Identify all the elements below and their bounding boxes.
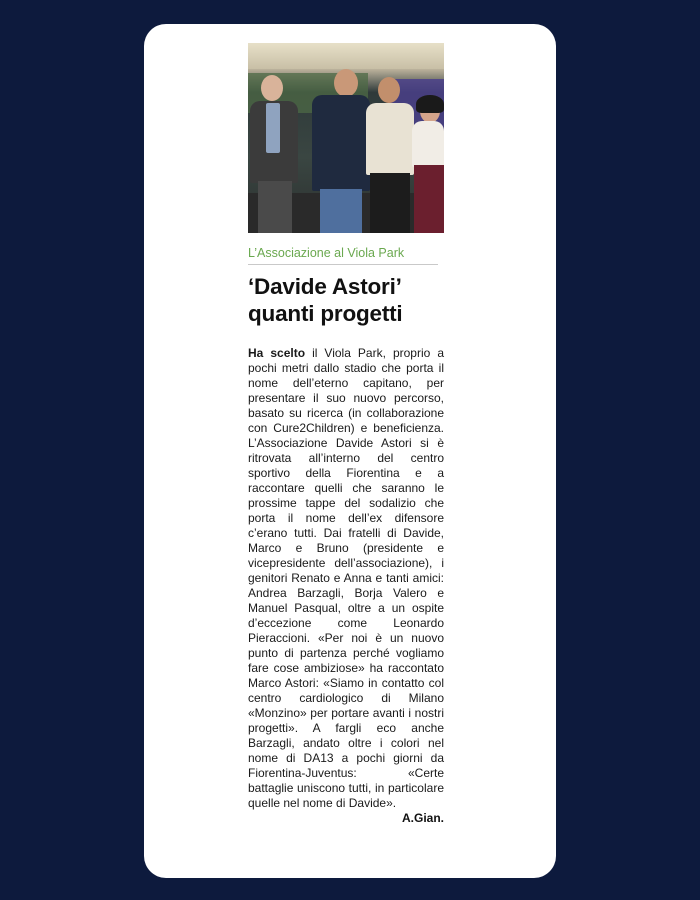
photo-ceiling (248, 43, 444, 69)
article (248, 43, 444, 826)
headline-line-1: ‘Davide Astori’ (248, 274, 402, 299)
article-photo (248, 43, 444, 233)
article-body (248, 346, 444, 811)
article-body-text: il Viola Park, proprio a pochi metri dallo stadio che porta il nome dell’eterno capitano, per presentare il suo nuovo percorso, basato su ricerca (in collaborazione con Cure2Children) e beneficienza. L’Associazione Davide Astori si è ritrovata all’interno del centro sportivo della Fiorentina e a raccontare quelli che saranno le prossime tappe del sodalizio che porta il nome dell’ex difensore c’erano tutti. Dai fratelli di Davide, Marco e Bruno (presidente e vicepresidente dell’associazione), i genitori Renato e Anna e tanti amici: Andrea Barzagli, Borja Valero e Manuel Pasqual, oltre a un ospite d’eccezione come Leonardo Pieraccioni. «Per noi è un nuovo punto di partenza perché vogliamo fare cose ambiziose» ha raccontato Marco Astori: «Siamo in contatto col centro cardiologico di Milano «Monzino» per portare avanti i nostri progetti». A fargli eco anche Barzagli, andato oltre i colori nel nome di DA13 a pochi giorni da Fiorentina-Juventus: «Certe battaglie uniscono tutti, in particolare quelle nel nome di Davide». (248, 346, 444, 810)
article-headline (248, 273, 444, 327)
article-signature: A.Gian. (401, 811, 444, 825)
article-kicker: L’Associazione al Viola Park (248, 245, 438, 265)
headline-line-2: quanti progetti (248, 301, 403, 326)
article-lead: Ha scelto (248, 346, 306, 360)
article-card (144, 24, 556, 878)
